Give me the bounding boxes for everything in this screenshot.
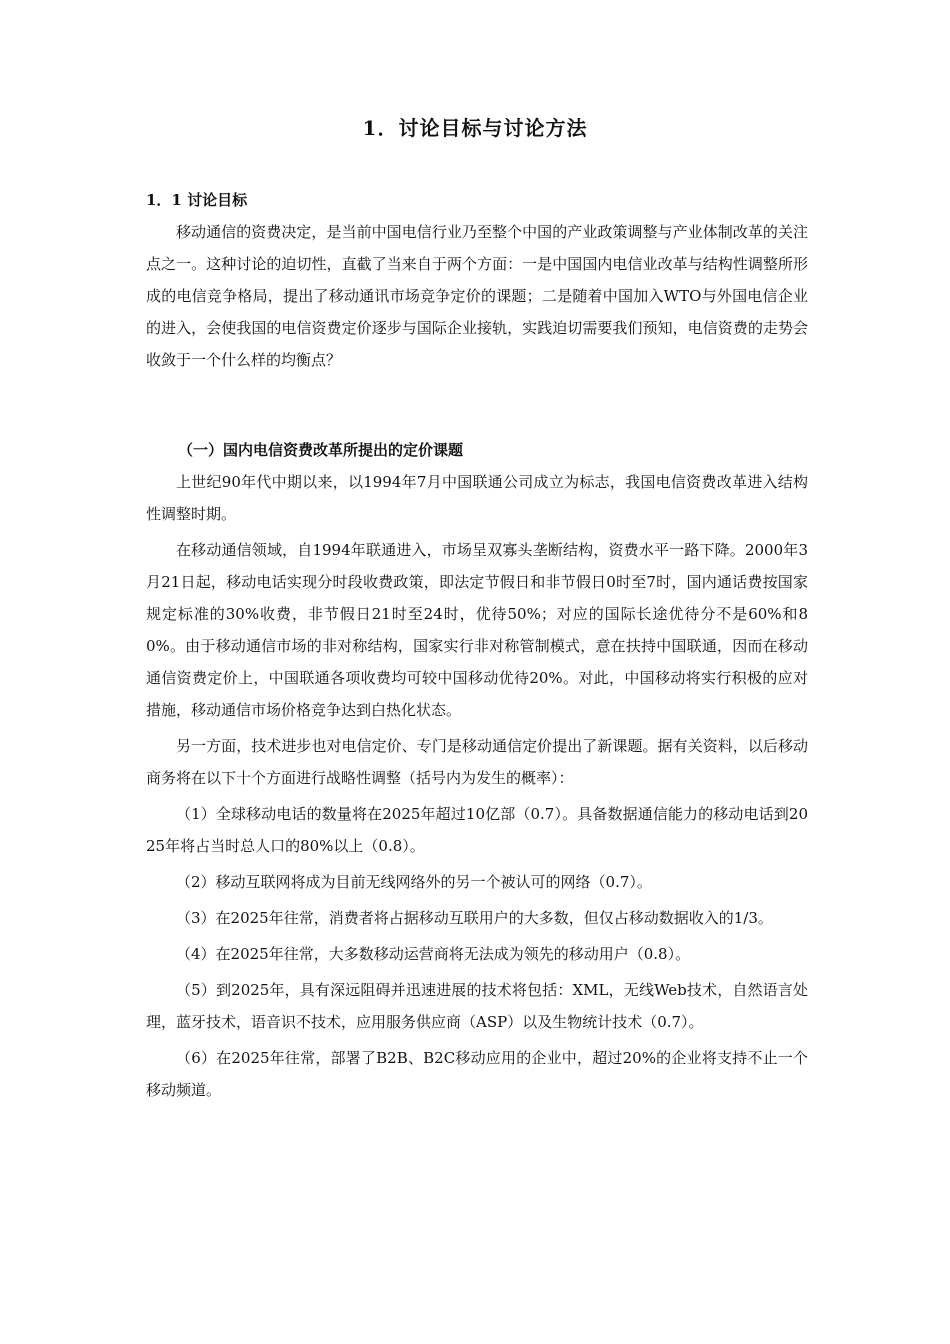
body-paragraph: 在移动通信领域，自1994年联通进入，市场呈双寡头垄断结构，资费水平一路下降。2000年3月21日起，移动电话实现分时段收费政策，即法定节假日和非节假日0时至7时，国内通话费按国家规定标准的30%收费，非节假日21时至24时，优待50%；对应的国际长途优待分不是60%和80%。由于移动通信市场的非对称结构，国家实行非对称管制模式，意在扶持中国联通，因而在移动通信资费定价上，中国联通各项收费均可较中国移动优待20%。对此，中国移动将实行积极的应对措施，移动通信市场价格竞争达到白热化状态。	[146, 541, 808, 719]
section-heading: 1．1 讨论目标	[146, 191, 248, 209]
list-item-paragraph: （6）在2025年往常，部署了B2B、B2C移动应用的企业中，超过20%的企业将支持不止一个移动频道。	[146, 1049, 808, 1099]
list-item-paragraph: （5）到2025年，具有深远阻碍并迅速进展的技术将包括：XML，无线Web技术，自然语言处理，蓝牙技术，语音识不技术，应用服务供应商（ASP）以及生物统计技术（0.7）。	[146, 981, 808, 1031]
list-item-paragraph: （2）移动互联网将成为目前无线网络外的另一个被认可的网络（0.7）。	[176, 873, 652, 891]
sub-heading: （一）国内电信资费改革所提出的定价课题	[178, 441, 464, 459]
list-item-paragraph: （3）在2025年往常，消费者将占据移动互联用户的大多数，但仅占移动数据收入的1/3。	[176, 909, 773, 927]
body-paragraph: 上世纪90年代中期以来，以1994年7月中国联通公司成立为标志，我国电信资费改革进入结构性调整时期。	[146, 473, 808, 523]
intro-block	[146, 216, 808, 380]
list-item-paragraph: （4）在2025年往常，大多数移动运营商将无法成为领先的移动用户（0.8）。	[176, 945, 691, 963]
intro-paragraph: 移动通信的资费决定，是当前中国电信行业乃至整个中国的产业政策调整与产业体制改革的关注点之一。这种讨论的迫切性，直截了当来自于两个方面：一是中国国内电信业改革与结构性调整所形成的电信竞争格局，提出了移动通讯市场竞争定价的课题；二是随着中国加入WTO与外国电信企业的进入，会使我国的电信资费定价逐步与国际企业接轨，实践迫切需要我们预知，电信资费的走势会收敛于一个什么样的均衡点？	[146, 223, 808, 369]
list-item-paragraph: （1）全球移动电话的数量将在2025年超过10亿部（0.7）。具备数据通信能力的移动电话到2025年将占当时总人口的80%以上（0.8）。	[146, 805, 808, 855]
body-block	[146, 466, 808, 1110]
body-paragraph: 另一方面，技术进步也对电信定价、专门是移动通信定价提出了新课题。据有关资料，以后移动商务将在以下十个方面进行战略性调整（括号内为发生的概率）：	[146, 737, 808, 787]
document-title: 1．讨论目标与讨论方法	[362, 116, 588, 140]
